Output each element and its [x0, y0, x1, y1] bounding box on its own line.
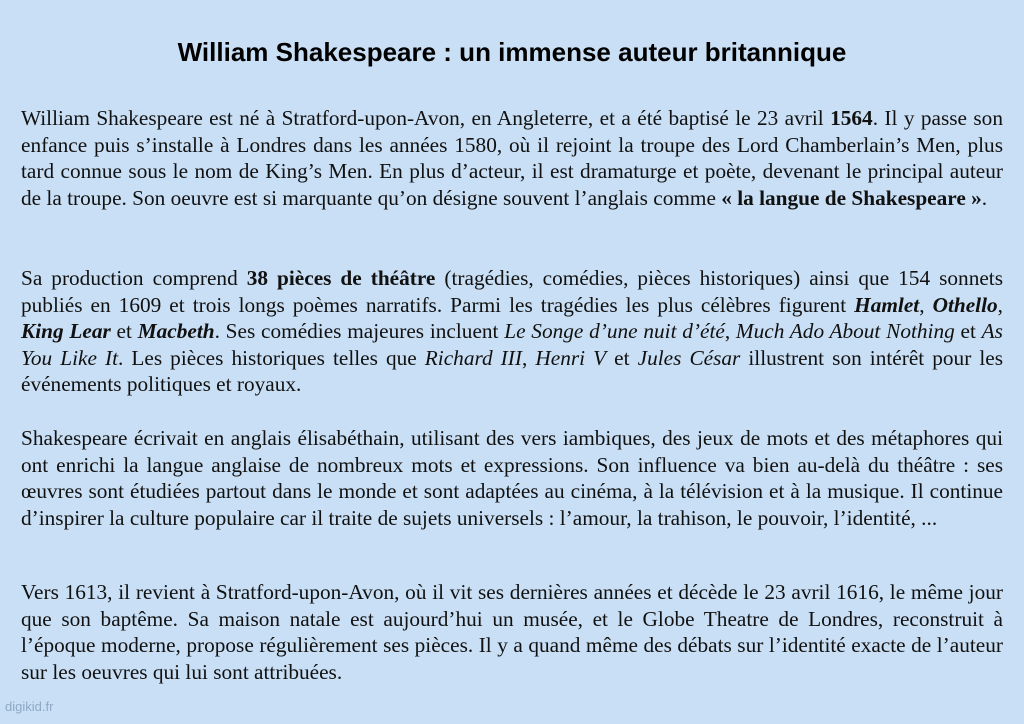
p1-text-c: . Il y passe son enfance puis s’installe à Londres dans les années 1580, où il rejoint la troupe des Lord Chamberlain’s Men, plus tard connue sous le nom de King’s Men. En plus d’acteur, il est dramaturge et poète, devenant le principal auteur de la troupe. Son oeuvre est si marquante qu’on désigne souvent l’anglais comme	[21, 106, 1003, 210]
p1-text-d: .	[981, 185, 988, 210]
title-othello: Othello	[932, 292, 998, 317]
page-title: William Shakespeare : un immense auteur britannique	[177, 37, 847, 67]
p2-text-e: illustrent son intérêt pour les événements politiques et royaux.	[21, 345, 1004, 396]
watermark-footer: digikid.fr	[5, 699, 54, 714]
p2-plays-count: 38 pièces de théâtre	[246, 266, 436, 290]
title-hamlet: Hamlet	[854, 292, 920, 317]
title-king-lear: King Lear	[21, 319, 111, 343]
title-jules-cesar: Jules César	[637, 345, 741, 370]
p2-comma-1: ,	[919, 292, 933, 317]
p2-text-d: . Les pièces historiques telles que	[117, 345, 425, 370]
p2-et-1: et	[110, 319, 138, 343]
p2-text-a: Sa production comprend	[21, 266, 247, 290]
p2-et-2: et	[954, 319, 982, 343]
title-much-ado: Much Ado About Nothing	[735, 319, 955, 343]
paragraph-birth	[21, 105, 1003, 211]
p2-text-b: (tragédies, comédies, pièces historiques) ainsi que 154 sonnets publiés en 1609 et trois longs poèmes narratifs. Parmi les tragédies les plus célèbres figurent	[21, 266, 1003, 317]
paragraph-last-years: Vers 1613, il revient à Stratford-upon-Avon, où il vit ses dernières années et décède le 23 avril 1616, le même jour que son baptême. Sa maison natale est aujourd’hui un musée, et le Globe Theatre de Londres, reconstruit à l’époque moderne, propose régulièrement ses pièces. Il y a quand même des débats sur l’identité exacte de l’auteur sur les oeuvres qui lui sont attribuées.	[21, 580, 1003, 684]
title-as-you-like-it: As You Like It	[21, 319, 1003, 370]
title-richard-iii: Richard III	[424, 345, 522, 370]
p2-comma-3: ,	[724, 319, 736, 343]
p2-et-3: et	[606, 345, 638, 370]
p1-text-a: William Shakespeare est né à Stratford-upon-Avon, en Angleterre, et a été baptisé le 23 avril	[21, 106, 831, 130]
p2-comma-4: ,	[521, 345, 536, 370]
paragraph-influence: Shakespeare écrivait en anglais élisabéthain, utilisant des vers iambiques, des jeux de mots et des métaphores qui ont enrichi la langue anglaise de nombreux mots et expressions. Son influence va bien au-delà du théâtre : ses œuvres sont étudiées partout dans le monde et sont adaptées au cinéma, à la télévision et à la musique. Il continue d’inspirer la culture populaire car il traite de sujets universels : l’amour, la trahison, le pouvoir, l’identité, ...	[21, 426, 1003, 530]
title-henri-v: Henri V	[535, 345, 607, 370]
p2-text-c: . Ses comédies majeures incluent	[214, 319, 505, 343]
title-macbeth: Macbeth	[137, 319, 215, 343]
paragraph-works	[21, 265, 1003, 398]
p2-comma-2: ,	[997, 292, 1003, 317]
p1-year-1564: 1564	[830, 106, 873, 130]
title-songe: Le Songe d’une nuit d’été	[504, 319, 725, 343]
p1-quote: « la langue de Shakespeare »	[721, 185, 982, 210]
